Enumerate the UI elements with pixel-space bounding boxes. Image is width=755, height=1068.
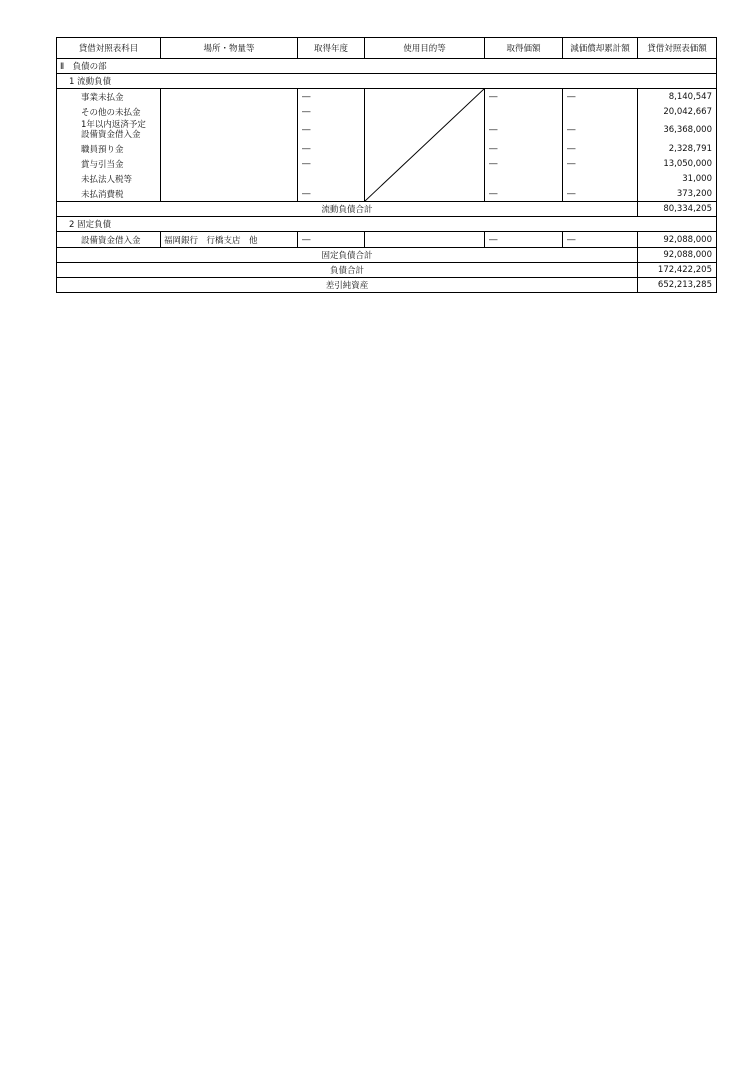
current-label-row [57,74,717,89]
table-row [57,89,717,105]
item-name: 未払法人税等 [57,171,161,186]
item-name: 職員預り金 [57,141,161,156]
item-value: 92,088,000 [638,232,717,248]
purpose-diagonal [365,89,485,202]
item-depreciation: ― [563,232,638,248]
header-place: 場所・物量等 [161,38,298,59]
item-year: ― [298,156,365,171]
item-year: ― [298,186,365,202]
item-depreciation [563,171,638,186]
item-name: その他の未払金 [57,104,161,119]
item-value: 36,368,000 [638,119,717,141]
item-year [298,171,365,186]
liabilities-total-label: 負債合計 [57,263,638,278]
item-depreciation: ― [563,186,638,202]
item-price: ― [485,186,563,202]
item-name: 賞与引当金 [57,156,161,171]
item-price: ― [485,119,563,141]
header-depreciation: 減価償却累計額 [563,38,638,59]
item-depreciation: ― [563,156,638,171]
section-label: Ⅱ 負債の部 [57,59,717,74]
item-value: 31,000 [638,171,717,186]
header-year: 取得年度 [298,38,365,59]
fixed-total-row [57,248,717,263]
net-assets-label: 差引純資産 [57,278,638,293]
item-price [485,171,563,186]
item-value: 2,328,791 [638,141,717,156]
item-price: ― [485,156,563,171]
net-assets-row [57,278,717,293]
fixed-total-label: 固定負債合計 [57,248,638,263]
current-total-row [57,202,717,217]
item-depreciation [563,104,638,119]
item-depreciation: ― [563,119,638,141]
item-place: 福岡銀行 行橋支店 他 [161,232,298,248]
fixed-liabilities-label: 2 固定負債 [57,217,717,232]
item-depreciation: ― [563,141,638,156]
fixed-total-value: 92,088,000 [638,248,717,263]
item-year: ― [298,232,365,248]
item-value: 8,140,547 [638,89,717,105]
liabilities-table [56,37,717,293]
item-value: 373,200 [638,186,717,202]
header-row [57,38,717,59]
item-name: 未払消費税 [57,186,161,202]
item-name: 設備資金借入金 [57,232,161,248]
header-price: 取得価額 [485,38,563,59]
item-price: ― [485,232,563,248]
current-total-value: 80,334,205 [638,202,717,217]
item-price: ― [485,141,563,156]
net-assets-value: 652,213,285 [638,278,717,293]
liabilities-total-value: 172,422,205 [638,263,717,278]
current-liabilities-label: 1 流動負債 [57,74,717,89]
fixed-label-row [57,217,717,232]
table-row [57,232,717,248]
liabilities-total-row [57,263,717,278]
section-row [57,59,717,74]
item-name: 事業未払金 [57,89,161,105]
item-depreciation: ― [563,89,638,105]
balance-sheet-detail [56,37,716,293]
header-value: 貸借対照表価額 [638,38,717,59]
item-name: 1年以内返済予定 設備資金借入金 [57,119,161,141]
item-value: 13,050,000 [638,156,717,171]
item-year: ― [298,104,365,119]
item-price [485,104,563,119]
header-purpose: 使用目的等 [365,38,485,59]
item-year: ― [298,141,365,156]
item-place [161,89,298,202]
item-year: ― [298,89,365,105]
item-purpose [365,232,485,248]
item-value: 20,042,667 [638,104,717,119]
item-year: ― [298,119,365,141]
item-price: ― [485,89,563,105]
current-total-label: 流動負債合計 [57,202,638,217]
header-account: 貸借対照表科目 [57,38,161,59]
